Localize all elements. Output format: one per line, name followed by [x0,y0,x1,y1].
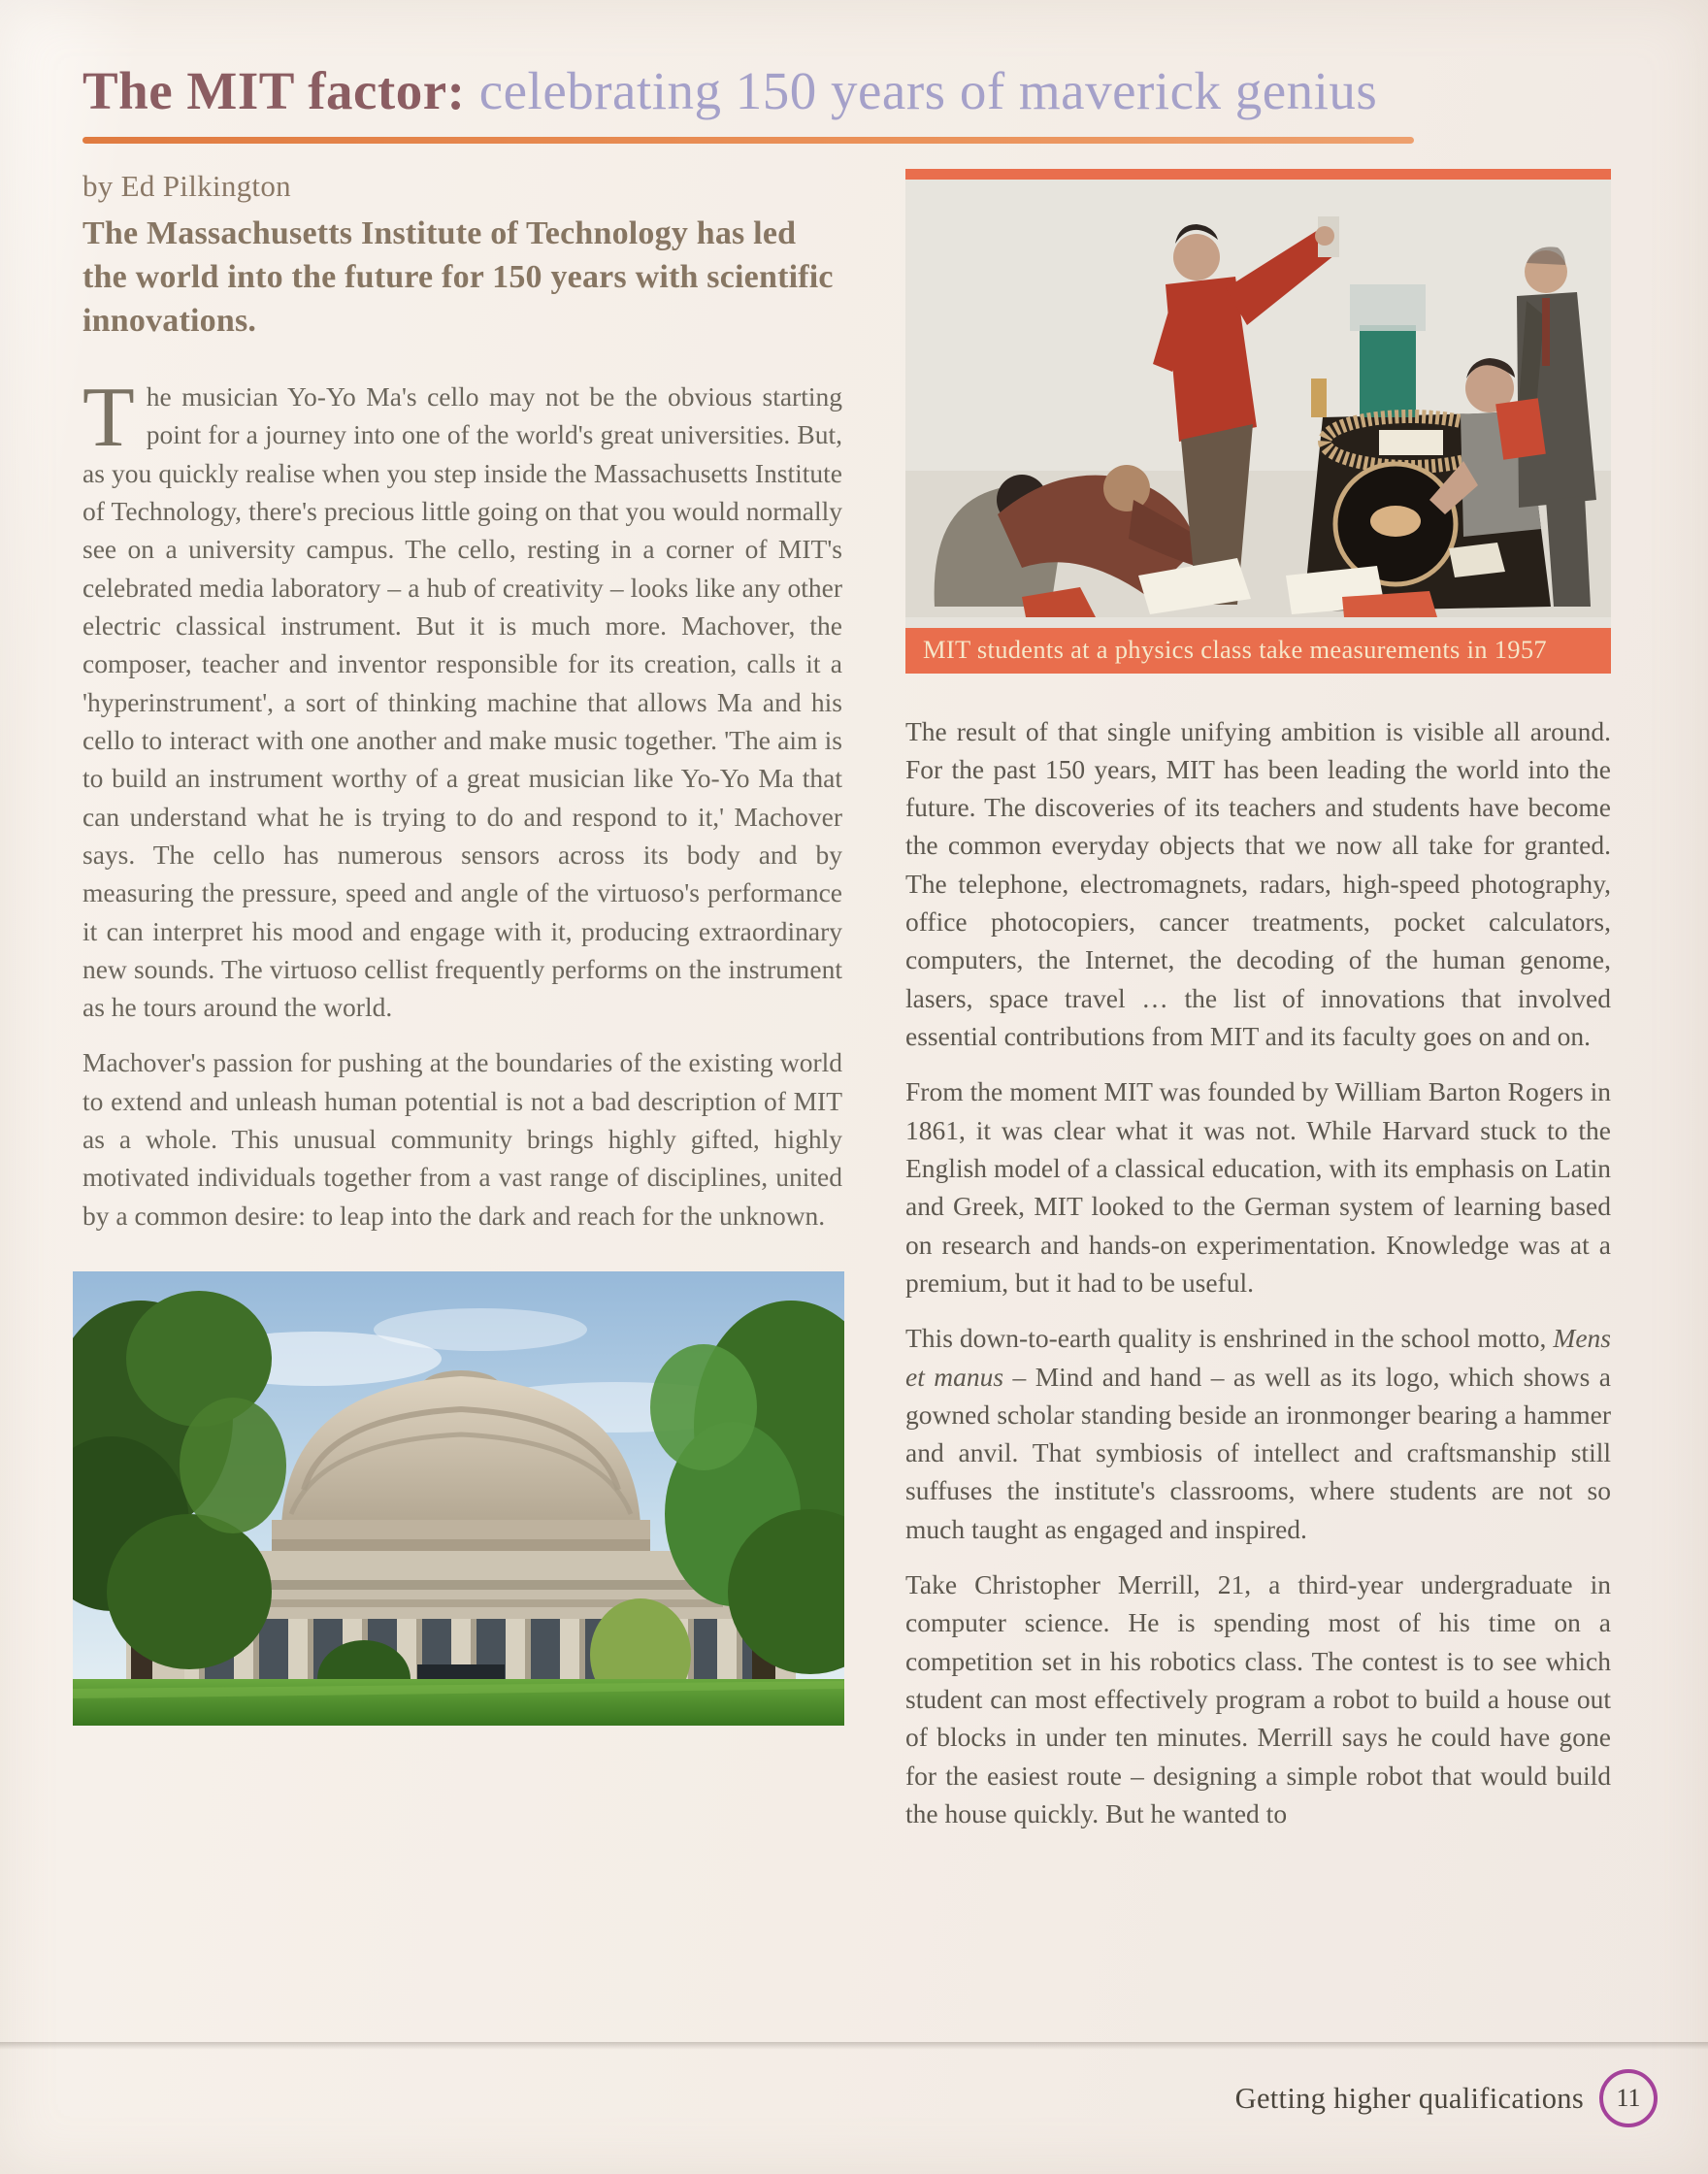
title-rule [82,137,1414,144]
drop-cap: T [82,371,135,466]
article-paragraph: The result of that single unifying ambition is visible all around. For the past 150 years, MIT has been leading the world into the future. The discoveries of its teachers and students have become the common everyday objects that we now all take for granted. The telephone, electromagnets, radars, high-speed photography, office photocopiers, cancer treatments, pocket calculators, computers, the Internet, the decoding of the human genome, lasers, space travel … the list of innovations that involved essential contributions from MIT and its faculty goes on and on. [905,715,1611,1051]
article-paragraph: From the moment MIT was founded by William Barton Rogers in 1861, it was clear what it was not. While Harvard stuck to the English model of a classical education, with its emphasis on Latin and Greek, MIT looked to the German system of learning based on research and hands-on experimentation. Knowledge was at a premium, but it had to be useful. [905,1076,1611,1298]
paragraph-text: he musician Yo-Yo Ma's cello may not be the obvious starting point for a journey into one of the world's great universities. But, as you quickly realise when you step inside the Massachusetts Institute of Technology, there's precious little going on that you would normally see on a university campus. The cello, resting in a corner of MIT's celebrated media laboratory – a hub of creativity – looks like any other electric classical instrument. But it is much more. Machover, the composer, teacher and inventor responsible for its creation, calls it a 'hyperinstrument', a sort of thinking machine that allows Ma and his cello to interact with one another and make music together. 'The aim is to build an instrument worthy of a great musician like Yo-Yo Ma that can understand what he is trying to do and respond to it,' Machover says. The cello has numerous sensors across its body and by measuring the pressure, speed and angle of the virtuoso's performance it can interpret his mood and engage with it, producing extraordinary new sounds. The virtuoso cellist frequently performs on the instrument as he tours around the world. [82,381,842,1023]
page-title-accent: celebrating 150 years of maverick genius [465,61,1378,120]
physics-class-figure [905,169,1611,674]
page-fold-shadow [0,2042,1708,2050]
page-number-badge [1599,2069,1658,2127]
page-title-main: The MIT factor: [82,61,466,120]
page-number: 11 [1616,2084,1641,2112]
article-paragraph [905,1319,1611,1548]
right-body-text [905,712,1611,1833]
left-column [82,169,842,1851]
article-header [0,0,1708,144]
left-body-text [82,371,842,1235]
photo-caption: MIT students at a physics class take measurements in 1957 [905,628,1611,674]
article-paragraph [82,371,842,1026]
paragraph-text: This down-to-earth quality is enshrined in the school motto, [905,1323,1554,1354]
motto-italic: Mens et manus [905,1323,1611,1392]
byline: by Ed Pilkington [82,168,291,203]
paragraph-text: – Mind and hand – as well as its logo, which shows a gowned scholar standing beside an ironmonger bearing a hammer and anvil. That symbiosis of intellect and craftsmanship still suffuses the institute's classrooms, where students are not so much taught as engaged and inspired. [905,1361,1611,1544]
article-paragraph: Machover's passion for pushing at the boundaries of the existing world to extend and unleash human potential is not a bad description of MIT as a whole. This unusual community brings highly gifted, highly motivated individuals together from a vast range of disciplines, united by a common desire: to leap into the dark and reach for the unknown. [82,1047,842,1231]
page-title [82,62,1611,121]
article-paragraph: Take Christopher Merrill, 21, a third-year undergraduate in computer science. He is spending most of his time on a competition set in his robotics class. The contest is to see which student can most effectively program a robot to build a house out of blocks in under ten minutes. Merrill says he could have gone for the easiest route – designing a simple robot that would build the house quickly. But he wanted to [905,1569,1611,1828]
physics-class-photo [905,169,1611,628]
footer-section-label: Getting higher qualifications [1234,2081,1584,2115]
mit-dome-photo [73,1271,844,1726]
page-footer [1235,2069,1658,2127]
right-column [905,169,1611,1851]
article-columns [0,169,1708,1851]
article-intro: The Massachusetts Institute of Technology has led the world into the future for 150 years with scientific innovations. [82,214,834,339]
